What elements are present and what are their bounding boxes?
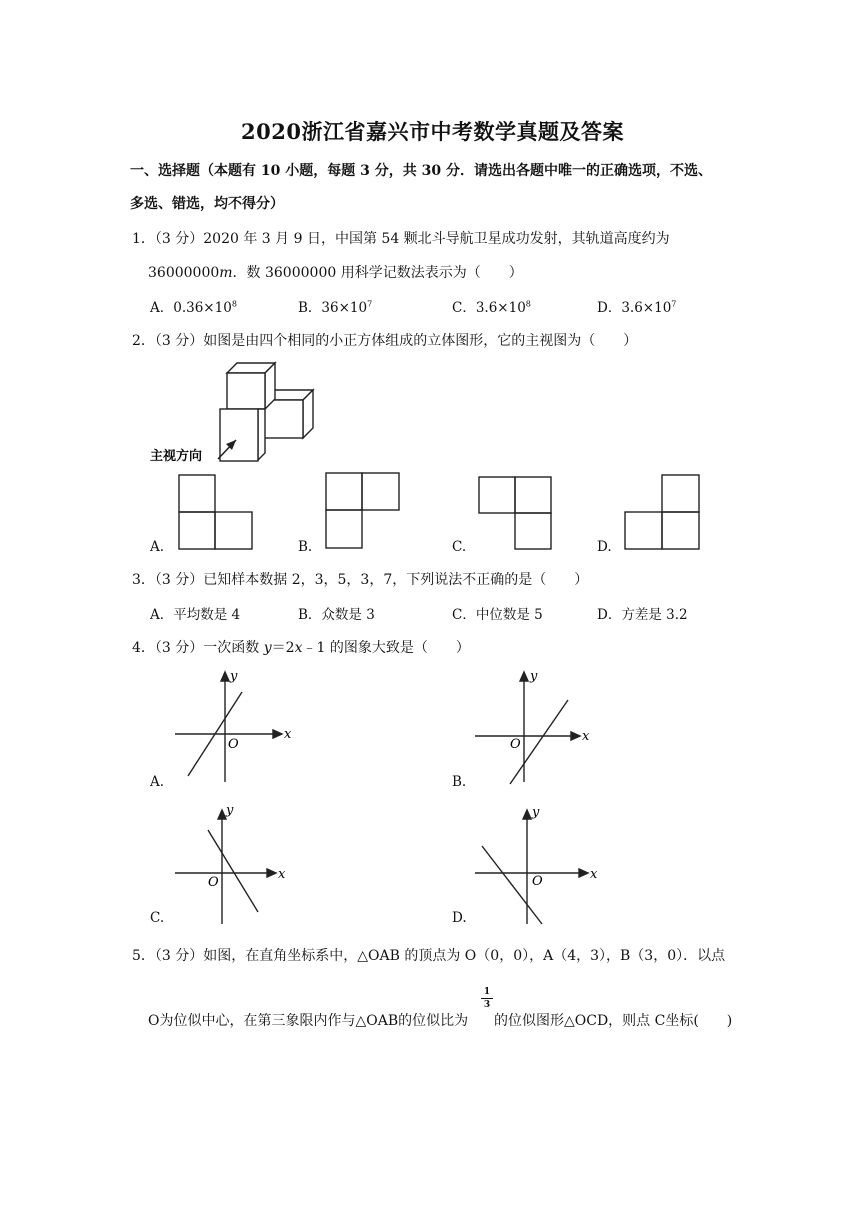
x-axis-label: x [582, 729, 590, 744]
origin-label: O [228, 737, 239, 752]
q4-option-a-graph[interactable] [170, 664, 300, 786]
q2-option-b-label[interactable]: B. [298, 539, 313, 555]
q2-cube-figure [140, 356, 340, 466]
origin-label: O [208, 875, 219, 890]
x-axis-label: x [278, 867, 286, 882]
q1-option-b[interactable]: B．$36\times 10^7$ [298, 299, 373, 316]
q1-option-d[interactable]: D．$3.6\times 10^7$ [597, 299, 677, 316]
q4-option-c-graph[interactable] [170, 800, 300, 926]
y-axis-label: y [230, 669, 238, 684]
section-heading-line2: 多选、错选，均不得分） [130, 196, 284, 212]
q1-text-line2: 36000000m．数 36000000 用科学记数法表示为（ ） [148, 265, 523, 281]
q3-text: 3．（3 分）已知样本数据 2，3，5，3，7，下列说法不正确的是（ ） [132, 572, 589, 588]
q5-text-line1: 5．（3 分）如图，在直角坐标系中，△OAB 的顶点为 O（0，0），A（4，3），B（3，0）．以点 [132, 948, 726, 964]
origin-label: O [532, 874, 543, 889]
q1-option-a[interactable]: A．$0.36\times 10^8$ [150, 299, 237, 316]
q3-option-d[interactable]: D．方差是 3.2 [597, 607, 688, 623]
q1-option-c[interactable]: C．$3.6\times 10^8$ [452, 299, 531, 316]
q3-option-a[interactable]: A．平均数是 4 [150, 607, 241, 623]
q2-option-c-label[interactable]: C. [452, 539, 467, 555]
y-axis-label: y [530, 669, 538, 684]
y-axis-label: y [226, 803, 234, 818]
q2-option-b-figure[interactable] [325, 472, 401, 550]
q4-option-b-label[interactable]: B. [452, 774, 467, 790]
q2-option-a-label[interactable]: A. [150, 539, 165, 555]
q2-text: 2．（3 分）如图是由四个相同的小正方体组成的立体图形，它的主视图为（ ） [132, 333, 638, 349]
x-axis-label: x [284, 727, 292, 742]
q4-option-a-label[interactable]: A. [150, 774, 165, 790]
q4-option-c-label[interactable]: C. [150, 910, 165, 926]
q2-option-d-figure[interactable] [624, 474, 702, 552]
q3-option-c[interactable]: C．中位数是 5 [452, 607, 543, 623]
q2-option-a-figure[interactable] [178, 474, 254, 552]
section-heading-line1: 一、选择题（本题有 10 小题，每题 3 分，共 30 分．请选出各题中唯一的正确选项，不选、 [130, 163, 712, 179]
page-title: 2020浙江省嘉兴市中考数学真题及答案 [241, 119, 624, 144]
q2-option-d-label[interactable]: D. [597, 539, 612, 555]
q3-option-b[interactable]: B．众数是 3 [298, 607, 375, 623]
y-axis-label: y [532, 805, 540, 820]
origin-label: O [510, 737, 521, 752]
view-direction-label: 主视方向 [150, 449, 203, 464]
q5-fraction: 1 3 [481, 987, 493, 1010]
q4-option-d-label[interactable]: D. [452, 910, 467, 926]
q4-option-d-graph[interactable] [472, 800, 602, 926]
q5-text-line2a: O为位似中心，在第三象限内作与△OAB的位似比为 [148, 1013, 469, 1029]
q2-option-c-figure[interactable] [478, 476, 554, 552]
x-axis-label: x [590, 867, 598, 882]
q5-text-line2b: 的位似图形△OCD，则点 C坐标( ) [494, 1013, 733, 1029]
q4-text: 4．（3 分）一次函数 y＝2x﹣1 的图象大致是（ ） [132, 640, 470, 656]
q4-option-b-graph[interactable] [472, 664, 602, 786]
q1-text-line1: 1．（3 分）2020 年 3 月 9 日，中国第 54 颗北斗导航卫星成功发射，其轨道高度约为 [132, 231, 670, 247]
